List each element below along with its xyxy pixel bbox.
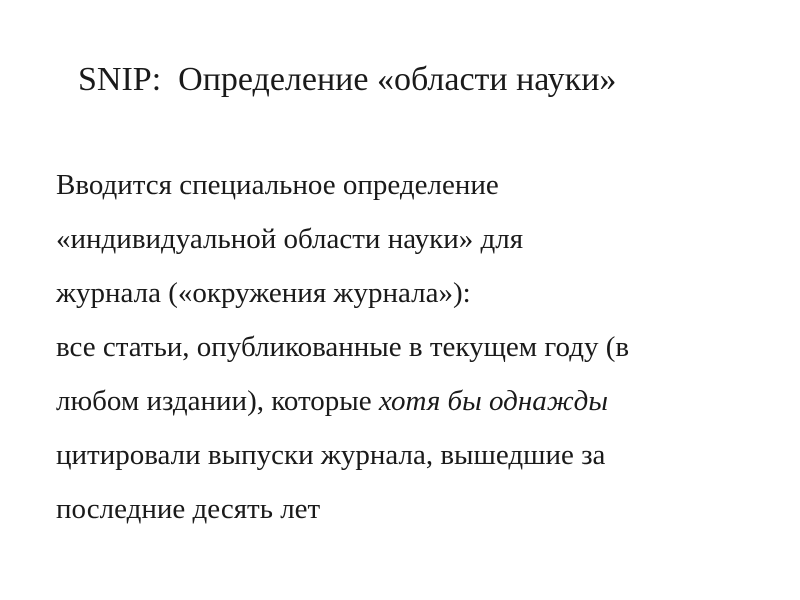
body-line: «индивидуальной области науки» для bbox=[56, 223, 524, 255]
body-line: последние десять лет bbox=[56, 493, 321, 525]
emphasis-text: хотя бы однажды bbox=[378, 385, 608, 417]
slide-title: SNIP: Определение «области науки» bbox=[78, 61, 617, 98]
body-text-segment: любом издании), которые bbox=[56, 385, 379, 417]
body-line-with-emphasis bbox=[56, 374, 776, 428]
body-line: журнала («окружения журнала»): bbox=[56, 277, 471, 309]
body-line: цитировали выпуски журнала, вышедшие за bbox=[56, 439, 606, 471]
body-line: все статьи, опубликованные в текущем году (в bbox=[56, 331, 630, 363]
slide-body bbox=[56, 158, 776, 536]
body-line: Вводится специальное определение bbox=[56, 169, 499, 201]
